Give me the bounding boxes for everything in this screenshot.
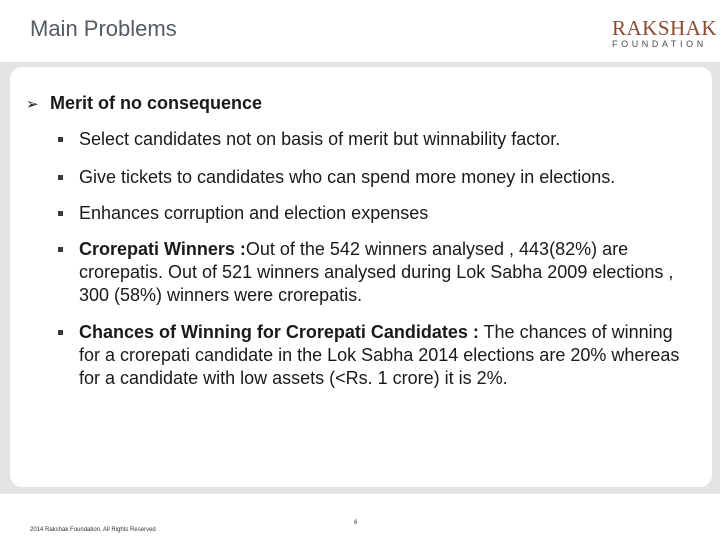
logo-subtitle: FOUNDATION <box>612 39 707 49</box>
sub-bullet-text: Select candidates not on basis of merit but winnability factor. <box>79 129 561 149</box>
sub-bullet-text: The chances of winning for a crorepati candidate in the Lok Sabha 2014 elections are 20% whereas for a candidate with low assets (<Rs. 1 crore) it is 2%. <box>79 322 680 388</box>
sub-bullet-bold-label: Chances of Winning for Crorepati Candidates : <box>79 322 479 342</box>
square-bullet-icon <box>58 137 63 142</box>
square-bullet-icon <box>58 175 63 180</box>
square-bullet-icon <box>58 247 63 252</box>
slide-title: Main Problems <box>30 16 177 41</box>
square-bullet-icon <box>58 330 63 335</box>
footer-copyright: 2014 Rakshak Foundation. All Rights Reserved <box>30 527 156 533</box>
rakshak-foundation-logo <box>612 16 718 49</box>
sub-bullet-text: Enhances corruption and election expenses <box>79 203 429 223</box>
sub-bullet-text: Out of the 542 winners analysed , 443(82%) are crorepatis. Out of 521 winners analysed during Lok Sabha 2009 elections , 300 (58%) winners were crorepatis. <box>79 239 674 305</box>
square-bullet-icon <box>58 211 63 216</box>
sub-bullet-bold-label: Crorepati Winners : <box>79 239 246 259</box>
arrow-bullet-icon: ➢ <box>26 96 39 113</box>
main-bullet-text: Merit of no consequence <box>50 93 263 113</box>
sub-bullet-text: Give tickets to candidates who can spend more money in elections. <box>79 167 616 187</box>
logo-wordmark: RAKSHAK <box>612 16 718 40</box>
page-number: 6 <box>354 520 358 526</box>
